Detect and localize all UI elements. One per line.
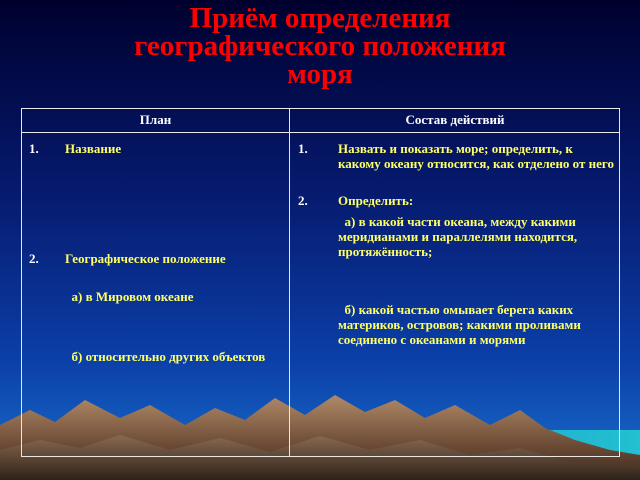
title-line-3: моря [287,58,353,90]
title-line-1: Приём определения [189,2,451,34]
plan-item-1: Название [65,141,122,156]
plan-item-2b: б) относительно других объектов [65,349,266,364]
plan-item-2: Географическое положение [65,251,226,266]
actions-item-1: Назвать и показать море; определить, к какому океану относится, как отделено от него [338,141,614,171]
actions-item-2b: б) какой частью омывает берега каких материков, островов; какими проливами соединено с океанами и морями [338,302,585,347]
header-divider [22,132,619,133]
plan-table [21,108,620,457]
actions-item-2-number: 2. [298,193,308,208]
actions-item-1-number: 1. [298,141,308,156]
slide-title [0,4,640,88]
plan-item-1-number: 1. [29,141,39,156]
header-actions: Состав действий [405,112,505,127]
header-plan: План [139,112,172,127]
plan-item-2a: а) в Мировом океане [65,289,194,304]
title-line-2: географического положения [134,30,506,62]
column-divider [289,109,290,456]
actions-item-2a: а) в какой части океана, между какими меридианами и параллелями находится, протяжённость; [338,214,581,259]
actions-item-2: Определить: [338,193,414,208]
plan-item-2-number: 2. [29,251,39,266]
